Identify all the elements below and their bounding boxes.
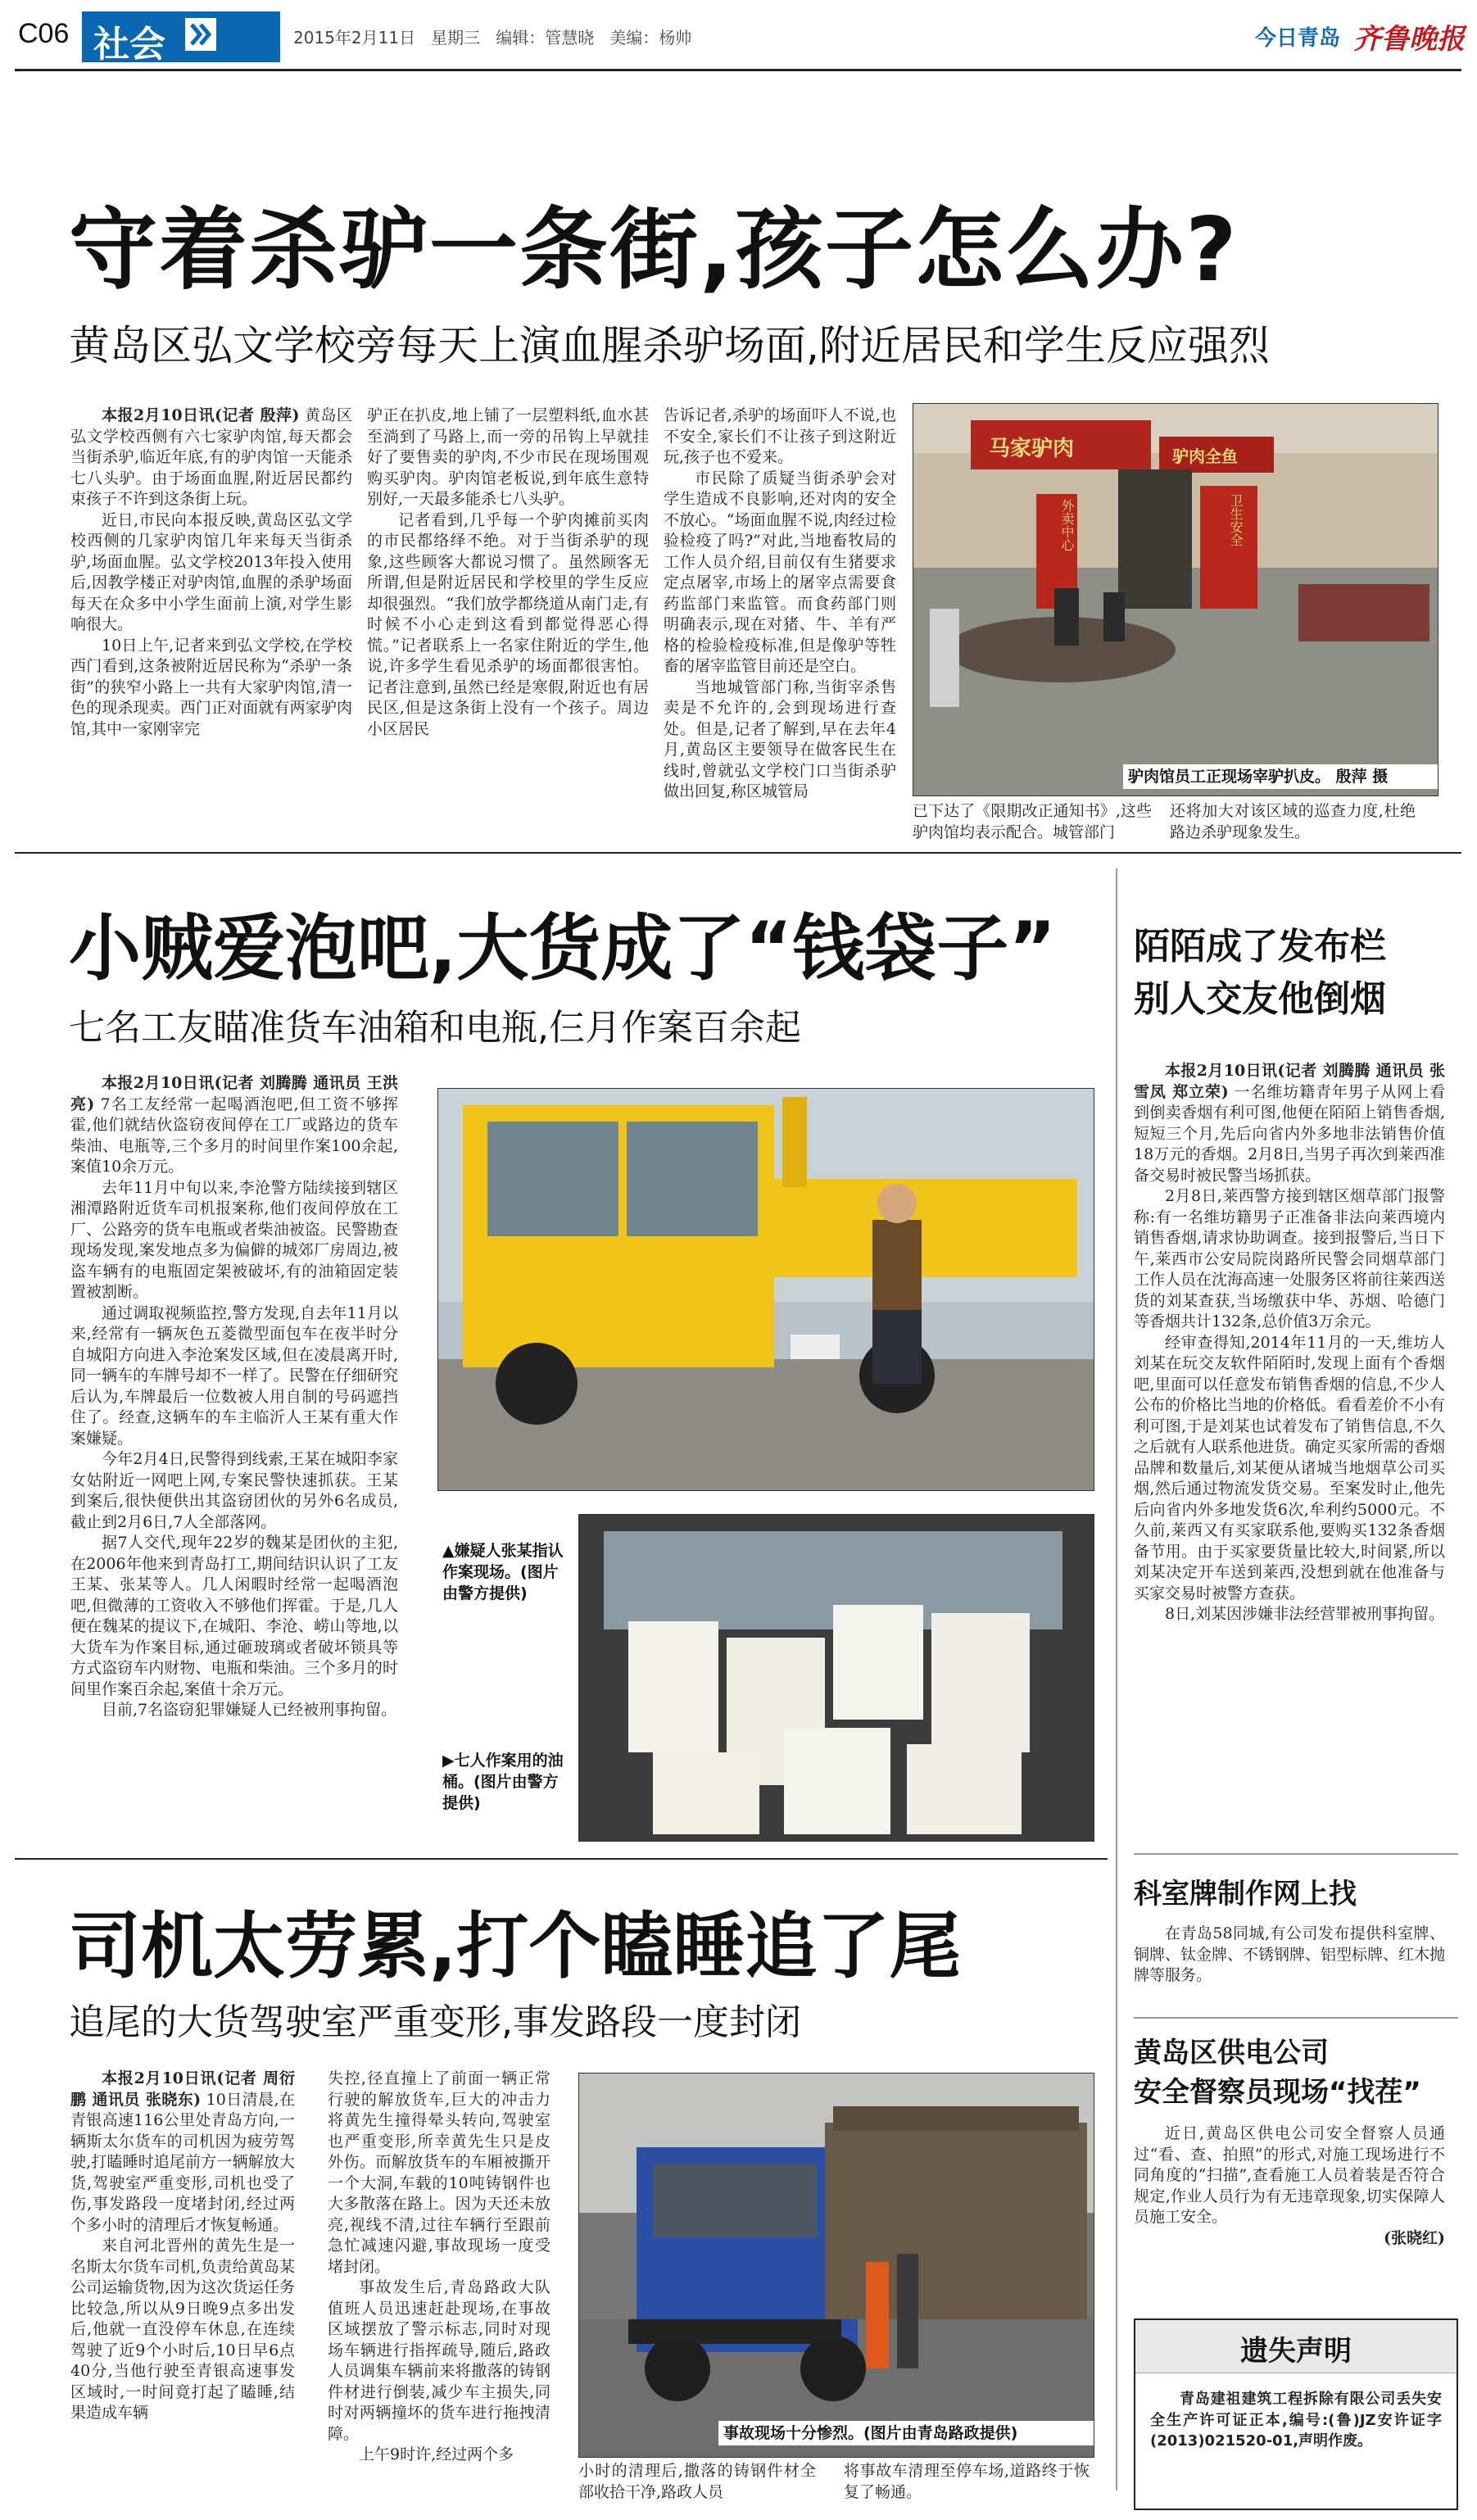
article3-col3: 小时的清理后,撒落的铸钢件材全部收拾干净,路政人员 [578,2462,816,2501]
section-tab [82,11,280,66]
article1-subhead: 黄岛区弘文学校旁每天上演血腥杀驴场面,附近居民和学生反应强烈 [69,322,1270,369]
issue-weekday: 星期三 [431,28,481,48]
sidebar2-headline: 科室牌制作网上找 [1134,1878,1357,1910]
article3-paragraph: 事故发生后,青岛路政大队值班人员迅速赶赴现场,在事故区域摆放了警示标志,同时对现场车辆进行指挥疏导,随后,路政人员调集车辆前来将撒落的铸钢件材进行倒装,减少车主损失,同时对两辆撞坏的货车进行拖拽清障。 [328,2278,550,2443]
sidebar1-headline [1134,921,1453,1026]
article2-paragraph: 去年11月中旬以来,李沧警方陆续接到辖区湘潭路附近货车司机报案称,他们夜间停放在工厂、公路旁的货车电瓶或者柴油被盗。民警勘查现场发现,案发地点多为偏僻的城郊厂房周边,被盗车辆有的电瓶固定架被破坏,有的油箱固定装置被割断。 [70,1178,398,1301]
shop-sign-left: 马家驴肉 [989,437,1075,461]
sidebar3-headline [1134,2033,1458,2112]
lost-notice-box [1134,2318,1458,2510]
editor-credit: 编辑：管慧晓 [496,28,595,48]
article3-col4: 将事故车清理至停车场,道路终于恢复了畅通。 [844,2462,1090,2501]
article2-paragraph: 通过调取视频监控,警方发现,自去年11月以来,经常有一辆灰色五菱微型面包车在夜半时分自城阳方向进入李沧案发区域,但在凌晨离开时,同一辆车的车牌号却不一样了。民警在仔细研究后认为,车牌最后一位数被人用自制的号码遮挡住了。经查,这辆车的车主临沂人王某有重大作案嫌疑。 [70,1303,398,1448]
shop-sign-door-left: 外卖中心 [1059,499,1075,551]
article2-paragraph: 今年2月4日,民警得到线索,王某在城阳李家女姑附近一网吧上网,专案民警快速抓获。王某到案后,很快便供出其盗窃团伙的另外6名成员,截止到2月6日,7人全部落网。 [70,1450,398,1531]
notice-body: 青岛建祖建筑工程拆除有限公司丢失安全生产许可证正本,编号:(鲁)JZ安许证字(2013)021520-01,声明作废。 [1150,2391,1442,2450]
article2-paragraph: 目前,7名盗窃犯罪嫌疑人已经被刑事拘留。 [102,1701,397,1719]
sidebar1-paragraph: 2月8日,莱西警方接到辖区烟草部门报警称:有一名维坊籍男子正准备非法向莱西境内销售香烟,请求协助调查。接到报警后,当日下午,莱西市公安局院岗路所民警会同烟草部门工作人员在沈海高速一处服务区将前往莱西送货的刘某查获,当场缴获中华、苏烟、哈德门等香烟共计132条,总价值3万余元。 [1134,1187,1446,1330]
article1-col5: 还将加大对该区域的巡查力度,杜绝路边杀驴现象发生。 [1170,802,1416,841]
issue-date: 2015年2月11日 [293,28,416,48]
article3-paragraph: 来自河北晋州的黄先生是一名斯太尔货车司机,负责给黄岛某公司运输货物,因为这次货运任务比较急,所以从9日晚9点多出发后,他就一直没停车休息,在连续驾驶了近9个小时后,10日早6点40分,当他行驶至青银高速事发区域时,一时间竟打起了瞌睡,结果造成车辆 [70,2237,295,2422]
page-header [0,0,1477,72]
article3-photo-caption: 事故现场十分惨烈。(图片由青岛路政提供) [718,2421,1094,2445]
article2-caption-drums: ▶七人作案用的油桶。(图片由警方提供) [442,1752,564,1812]
designer-credit: 美编：杨帅 [609,28,692,48]
article2-subhead: 七名工友瞄准货车油箱和电瓶,仨月作案百余起 [69,1007,801,1049]
article1-photo-caption: 驴肉馆员工正现场宰驴扒皮。 殷萍 摄 [1123,764,1438,789]
sidebar1-paragraph: 8日,刘某因涉嫌非法经营罪被刑事拘留。 [1165,1605,1445,1623]
article1-paragraph: 记者看到,几乎每一个驴肉摊前买肉的市民都络绎不绝。对于当街杀驴的现象,这些顾客大都说习惯了。虽然顾客无所谓,但是附近居民和学校里的学生反应却很强烈。“我们放学都绕道从南门走,有时候不小心走到这看到都觉得恶心得慌。”记者联系上一名家住附近的学生,他说,许多学生看见杀驴的场面都很害怕。记者注意到,虽然已经是寒假,附近也有居民区,但是这条街上没有一个孩子。周边小区居民 [367,510,649,738]
sidebar3-author: (张晓红) [1384,2228,1445,2247]
article2-byline: 本报2月10日讯(记者 刘腾腾 通讯员 王洪亮) [70,1074,398,1113]
crash-scene-image [579,2074,1094,2457]
date-line [293,25,691,48]
sidebar1-headline-line: 别人交友他倒烟 [1134,978,1386,1020]
sidebar1-headline-line: 陌陌成了发布栏 [1134,926,1386,968]
shop-sign-door-right: 卫生安全 [1228,494,1244,546]
article3-paragraph: 上午9时许,经过两个多 [359,2445,514,2463]
sidebar3-body: 近日,黄岛区供电公司安全督察人员通过“看、查、拍照”的形式,对施工现场进行不同角度的“扫描”,查看施工人员着装是否符合规定,作业人员行为有无违章现象,切实保障人员施工安全。 (张晓红) [1134,2123,1445,2249]
shop-sign-right: 驴肉全鱼 [1172,446,1238,466]
region-label: 今日青岛 [1255,26,1341,51]
page-number: C06 [18,18,70,49]
article2-paragraph: 据7人交代,现年22岁的魏某是团伙的主犯,在2006年他来到青岛打工,期间结识认识了工友王某、张某等人。几人闲暇时经常一起喝酒泡吧,但微薄的工资收入不够他们挥霍。于是,几人便在魏某的提议下,在城阳、李沧、崂山等地,以大货车为作案目标,通过砸玻璃或者破坏锁具等方式盗窃车内财物、电瓶和柴油。三个多月的时间里作案百余起,案值十余万元。 [70,1534,398,1698]
article2-bottom-rule [15,1858,1108,1860]
article3-byline: 本报2月10日讯(记者 周衍鹏 通讯员 张晓东) [70,2069,295,2109]
notice-headline: 遗失声明 [1240,2335,1352,2368]
article3-col1: 本报2月10日讯(记者 周衍鹏 通讯员 张晓东) 10日清晨,在青银高速116公里处青岛方向,一辆斯太尔货车的司机因为疲劳驾驶,打瞌睡时追尾前方一辆解放大货,驾驶室严重变形,司机也受了伤,事发路段一度堵封闭,经过两个多小时的清理后才恢复畅通。 来自河北晋州的黄先生是一名斯太尔货车司机,负责给黄岛某公司运输货物,因为这次货运任务比较急,所以从9日晚9点多出发后,他就一直没停车休息,在连续驾驶了近9个小时后,10日早6点40分,当他行驶至青银高速事发区域时,一时间竟打起了瞌睡,结果造成车辆 [70,2069,295,2503]
article1-col1: 本报2月10日讯(记者 殷萍) 黄岛区弘文学校西侧有六七家驴肉馆,每天都会当街杀驴,临近年底,有的驴肉馆一天能杀七八头驴。由于场面血腥,附近居民都约束孩子不许到这条街上玩。 近日,市民向本报反映,黄岛区弘文学校西侧的几家驴肉馆几年来每天当街杀驴,场面血腥。弘文学校2013年投入使用后,因教学楼正对驴肉馆,血腥的杀驴场面每天在众多中小学生面前上演,对学生影响很大。 10日上午,记者来到弘文学校,在学校西门看到,这条被附近居民称为“杀驴一条街”的狭窄小路上一共有大家驴肉馆,清一色的现杀现卖。西门正对面就有两家驴肉馆,其中一家刚宰完 [70,406,352,848]
article2-photo-truck [437,1088,1094,1491]
truck-image [438,1089,1094,1490]
sidebar-rule-2 [1134,2017,1458,2019]
article2-headline: 小贼爱泡吧,大货成了“钱袋子” [69,906,1057,990]
sidebar1-byline: 本报2月10日讯(记者 刘腾腾 通讯员 张雪凤 郑立荣) [1134,1062,1445,1101]
article1-paragraph: 当地城管部门称,当街宰杀售卖是不允许的,会到现场进行查处。但是,记者了解到,早在去年4月,黄岛区主要领导在做客民生在线时,曾就弘文学校门口当街杀驴做出回复,称区城管局 [664,678,896,800]
article1-paragraph: 告诉记者,杀驴的场面吓人不说,也不安全,家长们不让孩子到这附近玩,孩子也不爱来。 [664,406,896,466]
sidebar1-paragraph: 经审查得知,2014年11月的一天,维坊人刘某在玩交友软件陌陌时,发现上面有个香烟吧,里面可以任意发布销售香烟的信息,不少人公布的价格比当地的价格低。看看差价不小有利可图,于是刘某也试着发布了销售信息,不久之后就有人联系他进货。确定买家所需的香烟品牌和数量后,刘某便从诸城当地烟草公司买烟,然后通过物流发货交易。至案发时止,他先后向省内外多地发货6次,牟利约5000元。不久前,莱西又有买家联系他,要购买132条香烟备节用。由于买家要货量比较大,时间紧,所以刘某决定开车送到莱西,没想到就在他准备与买家交易时被警方查获。 [1134,1333,1446,1602]
article1-headline: 守着杀驴一条街,孩子怎么办? [69,199,1239,301]
header-rule [15,69,1461,71]
article1-paragraph: 驴正在扒皮,地上铺了一层塑料纸,血水甚至淌到了马路上,而一旁的吊钩上早就挂好了要售卖的驴肉,不少市民在现场围观购买驴肉。驴肉馆老板说,到年底生意特别好,一天最多能杀七八头驴。 [367,406,649,508]
article1-paragraph: 10日上午,记者来到弘文学校,在学校西门看到,这条被附近居民称为“杀驴一条街”的狭窄小路上一共有大家驴肉馆,清一色的现杀现卖。西门正对面就有两家驴肉馆,其中一家刚宰完 [70,636,352,738]
article3-headline: 司机太劳累,打个瞌睡追了尾 [69,1904,962,1988]
sidebar1-body: 本报2月10日讯(记者 刘腾腾 通讯员 张雪凤 郑立荣) 一名维坊籍青年男子从网上看到倒卖香烟有利可图,他便在陌陌上销售香烟,短短三个月,先后向省内外多地非法销售价值18万元的香烟。2月8日,当男子再次到莱西准备交易时被民警当场抓获。 2月8日,莱西警方接到辖区烟草部门报警称:有一名维坊籍男子正准备非法向莱西境内销售香烟,请求协助调查。接到报警后,当日下午,莱西市公安局院岗路所民警会同烟草部门工作人员在沈海高速一处服务区将前往莱西送货的刘某查获,当场缴获中华、苏烟、哈德门等香烟共计132条,总价值3万余元。 经审查得知,2014年11月的一天,维坊人刘某在玩交友软件陌陌时,发现上面有个香烟吧,里面可以任意发布销售香烟的信息,不少人公布的价格比当地的价格低。看看差价不小有利可图,于是刘某也试着发布了销售信息,不久之后就有人联系他进货。确定买家所需的香烟品牌和数量后,刘某便从诸城当地烟草公司买烟,然后通过物流发货交易。至案发时止,他先后向省内外多地发货6次,牟利约5000元。不久前,莱西又有买家联系他,要购买132条香烟备节用。由于买家要货量比较大,时间紧,所以刘某决定开车送到莱西,没想到就在他准备与买家交易时被警方查获。 8日,刘某因涉嫌非法经营罪被刑事拘留。 [1134,1061,1445,1868]
article1-bottom-rule [15,852,1461,854]
article2-photo-drums [578,1514,1094,1842]
paper-logo: 齐鲁晚报 [1353,23,1465,56]
article2-caption-suspect: ▲嫌疑人张某指认作案现场。(图片由警方提供) [442,1542,564,1602]
article2-body: 本报2月10日讯(记者 刘腾腾 通讯员 王洪亮) 7名工友经常一起喝酒泡吧,但工资不够挥霍,他们就结伙盗窃夜间停在工厂或路边的货车柴油、电瓶等,三个多月的时间里作案100余起,案值10余万元。 去年11月中旬以来,李沧警方陆续接到辖区湘潭路附近货车司机报案称,他们夜间停放在工厂、公路旁的货车电瓶或者柴油被盗。民警勘查现场发现,案发地点多为偏僻的城郊厂房周边,被盗车辆有的电瓶固定架被破坏,有的油箱固定装置被割断。 通过调取视频监控,警方发现,自去年11月以来,经常有一辆灰色五菱微型面包车在夜半时分自城阳方向进入李沧案发区域,但在凌晨离开时,同一辆车的车牌号却不一样了。民警在仔细研究后认为,车牌最后一位数被人用自制的号码遮挡住了。经查,这辆车的车主临沂人王某有重大作案嫌疑。 今年2月4日,民警得到线索,王某在城阳李家女姑附近一网吧上网,专案民警快速抓获。王某到案后,很快便供出其盗窃团伙的另外6名成员,截止到2月6日,7人全部落网。 据7人交代,现年22岁的魏某是团伙的主犯,在2006年他来到青岛打工,期间结识认识了工友王某、张某等人。几人闲暇时经常一起喝酒泡吧,但微薄的工资收入不够他们挥霍。于是,几人便在魏某的提议下,在城阳、李沧、崂山等地,以大货车为作案目标,通过砸玻璃或者破坏锁具等方式盗窃车内财物、电瓶和柴油。三个多月的时间里作案百余起,案值十余万元。 目前,7名盗窃犯罪嫌疑人已经被刑事拘留。 [70,1073,398,1843]
sidebar3-headline-line: 黄岛区供电公司 [1134,2037,1329,2069]
sidebar-rule-1 [1134,1853,1458,1855]
article1-col4: 已下达了《限期改正通知书》,这些驴肉馆均表示配合。城管部门 [913,802,1152,841]
oil-drums-image [579,1515,1094,1841]
double-chevron-icon [185,18,216,51]
article3-paragraph: 失控,径直撞上了前面一辆正常行驶的解放货车,巨大的冲击力将黄先生撞得晕头转向,驾驶室也严重变形,所幸黄先生只是皮外伤。而解放货车的车厢被撕开一个大洞,车载的10吨铸钢件也大多散落在路上。因为天还未放亮,视线不清,过往车辆行至跟前急忙减速闪避,事故现场一度受堵封闭。 [328,2069,550,2276]
article1-photo [913,403,1438,796]
article3-col2 [328,2069,550,2503]
sidebar3-headline-line: 安全督察员现场“找茬” [1134,2076,1421,2109]
article1-paragraph: 市民除了质疑当街杀驴会对学生造成不良影响,还对肉的安全不放心。“场面血腥不说,肉经过检验检疫了吗?”对此,当地畜牧局的工作人员介绍,目前仅有生猪要求定点屠宰,市场上的屠宰点需要食药监部门来监管。而食药部门则明确表示,现在对猪、牛、羊有严格的检验检疫标准,但是像驴等牲畜的屠宰监管目前还是空白。 [664,469,896,675]
article1-byline: 本报2月10日讯(记者 殷萍) [102,406,300,424]
article3-photo [578,2073,1094,2458]
sidebar2-body: 在青岛58同城,有公司发布提供科室牌、铜牌、钛金牌、不锈钢牌、铝型标牌、红木抛牌等服务。 [1134,1924,1446,1984]
article1-col2 [367,406,649,848]
article1-paragraph: 近日,市民向本报反映,黄岛区弘文学校西侧的几家驴肉馆几年来每天当街杀驴,场面血腥。弘文学校2013年投入使用后,因教学楼正对驴肉馆,血腥的杀驴场面每天在众多中小学生面前上演,对学生影响很大。 [70,510,352,633]
section-title: 社会 [93,24,165,66]
sidebar-divider [1116,868,1117,2491]
article3-subhead: 追尾的大货驾驶室严重变形,事发路段一度封闭 [69,2001,801,2043]
article1-col3 [664,406,896,848]
